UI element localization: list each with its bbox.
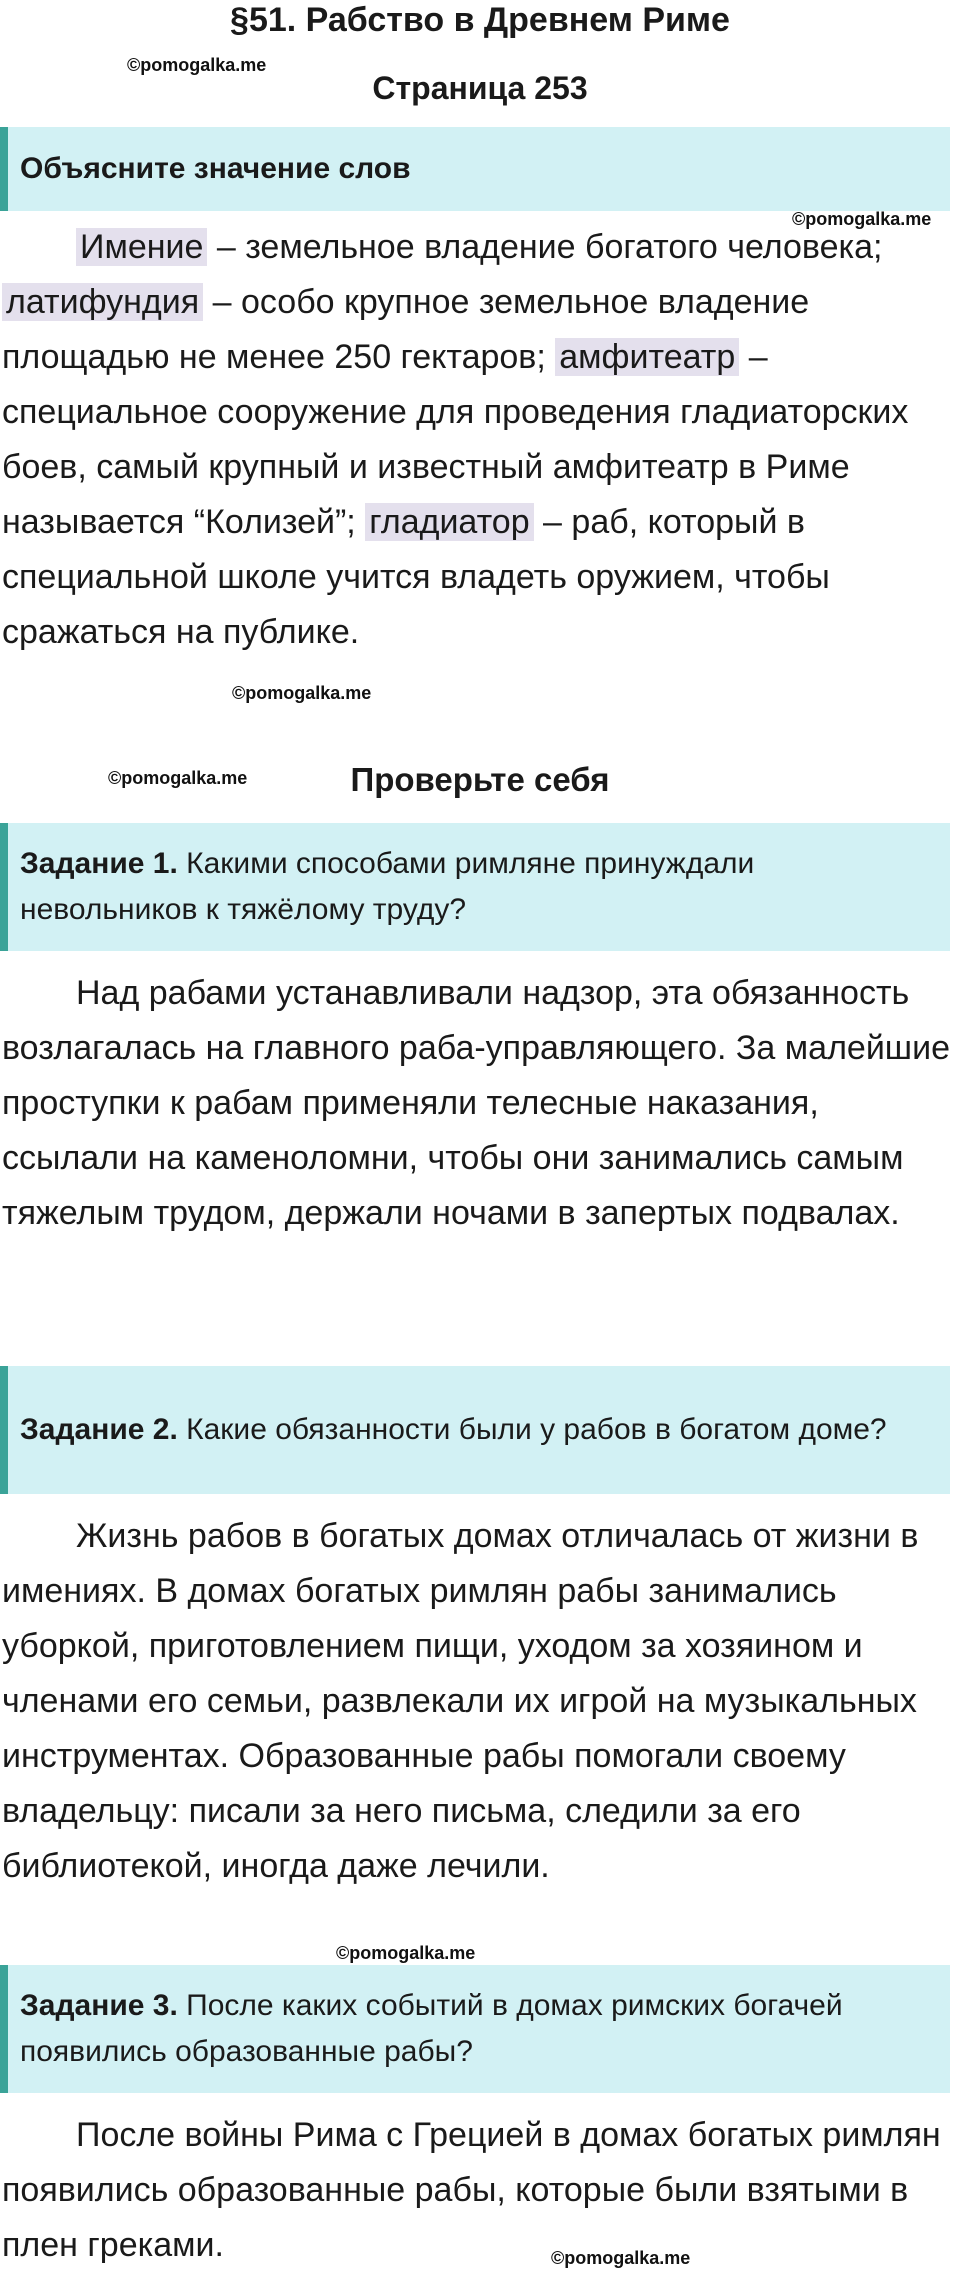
task-2-box	[0, 1366, 950, 1494]
page-subtitle: Страница 253	[372, 70, 588, 106]
task-2-question	[20, 1407, 940, 1453]
definitions-heading-box	[0, 127, 950, 211]
task-3-question	[20, 1983, 940, 2075]
task-2-text: Какие обязанности были у рабов в богатом доме?	[177, 1413, 887, 1446]
task-2-answer: Жизнь рабов в богатых домах отличалась от жизни в имениях. В домах богатых римлян рабы занимались уборкой, приготовлением пищи, уходом за хозяином и членами его семьи, развлекали их игрой на музыкальных инструментах. Образованные рабы помогали своему владельцу: писали за него письма, следили за его библиотекой, иногда даже лечили.	[2, 1517, 919, 1885]
watermark: ©pomogalka.me	[336, 1943, 476, 1963]
watermark: ©pomogalka.me	[108, 768, 248, 788]
term-imenie: Имение	[76, 228, 207, 266]
definition-imenie: – земельное владение богатого человека;	[207, 228, 883, 266]
definition-latifundia: – особо крупное земельное владение площадью не менее 250 гектаров;	[2, 283, 810, 376]
page-title: §51. Рабство в Древнем Риме	[230, 1, 730, 39]
task-3-label: Задание 3.	[20, 1989, 178, 2022]
task-1-question	[20, 841, 940, 933]
term-amfiteatr: амфитеатр	[555, 338, 739, 376]
definitions-heading: Объясните значение слов	[20, 152, 411, 185]
watermark: ©pomogalka.me	[232, 683, 372, 703]
definition-gladiator: – раб, который в специальной школе учится владеть оружием, чтобы сражаться на публике.	[2, 503, 830, 651]
task-1-label: Задание 1.	[20, 847, 178, 880]
term-latifundia: латифундия	[2, 283, 203, 321]
task-3-answer: После войны Рима с Грецией в домах богатых римлян появились образованные рабы, которые были взятыми в плен греками.	[2, 2116, 941, 2264]
definition-amfiteatr: – специальное сооружение для проведения гладиаторских боев, самый крупный и известный амфитеатр в Риме называется “Колизей”;	[2, 338, 909, 541]
task-2-label: Задание 2.	[20, 1413, 178, 1446]
watermark: ©pomogalka.me	[792, 209, 932, 229]
task-1-answer: Над рабами устанавливали надзор, эта обязанность возлагалась на главного раба-управляющего. За малейшие проступки к рабам применяли телесные наказания, ссылали на каменоломни, чтобы они занимались самым тяжелым трудом, держали ночами в запертых подвалах.	[2, 974, 950, 1232]
watermark: ©pomogalka.me	[127, 55, 267, 75]
term-gladiator: гладиатор	[365, 503, 533, 541]
task-1-text: Какими способами римляне принуждали невольников к тяжёлому труду?	[20, 847, 755, 926]
watermark: ©pomogalka.me	[551, 2248, 691, 2268]
task-3-text: После каких событий в домах римских богачей появились образованные рабы?	[20, 1989, 843, 2068]
check-heading: Проверьте себя	[350, 761, 610, 798]
task-1-box	[0, 823, 950, 951]
definitions-text	[2, 220, 958, 660]
task-3-box	[0, 1965, 950, 2093]
